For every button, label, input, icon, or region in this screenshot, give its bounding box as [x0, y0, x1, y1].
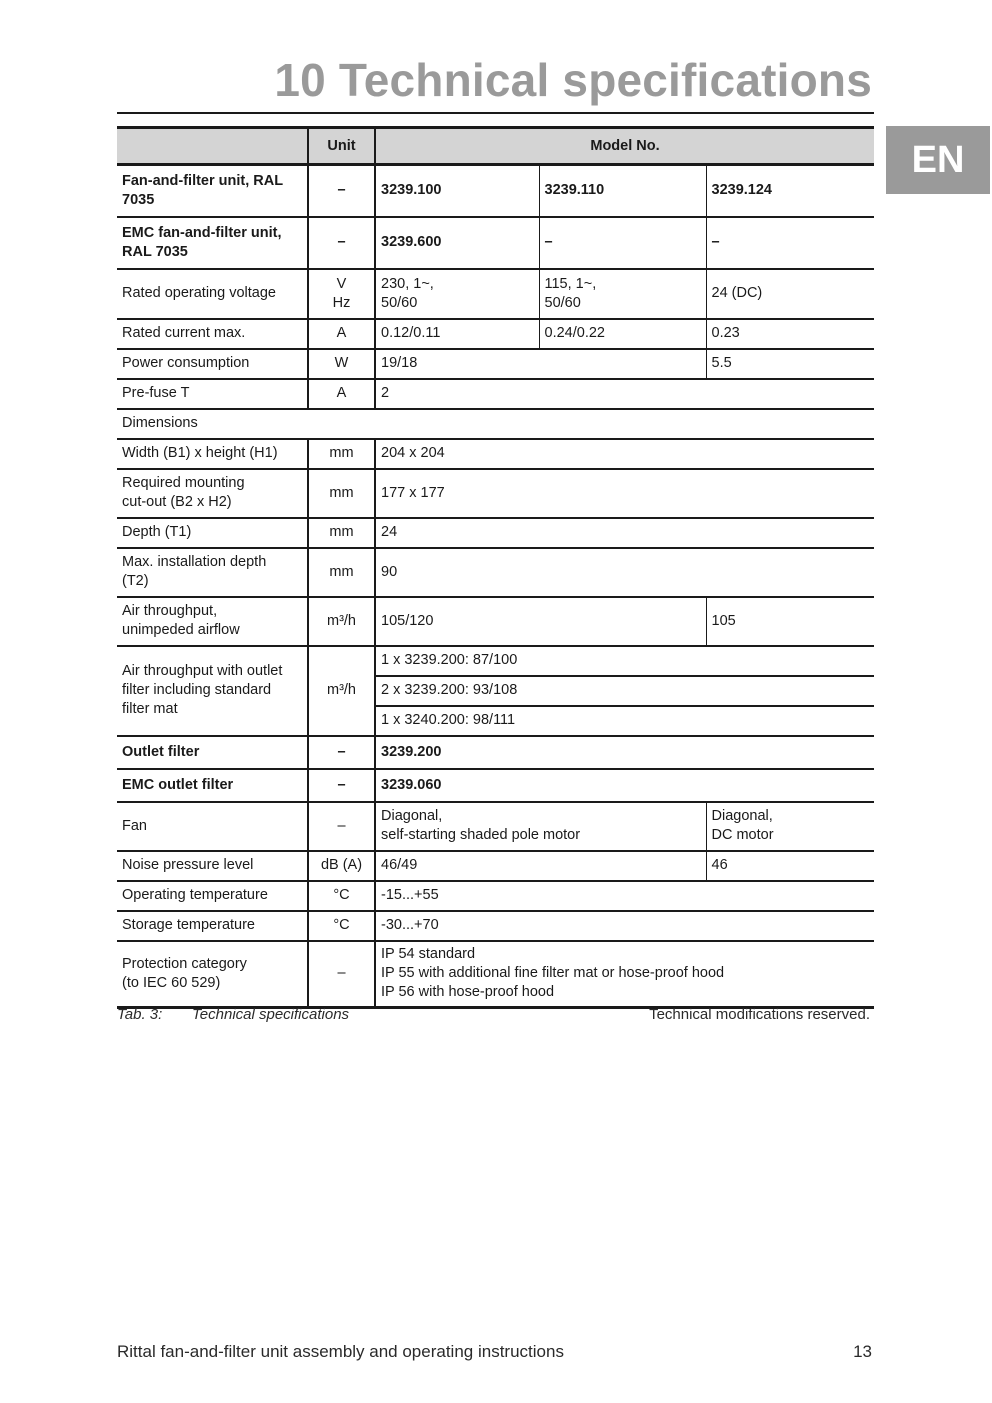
table-row-rated-voltage [117, 269, 874, 319]
row-unit: mm [308, 518, 375, 548]
row-label [117, 941, 308, 1008]
value-line-1: 115, 1~, [544, 275, 597, 292]
row-value: 2 [375, 379, 874, 409]
table-row-dimensions-heading [117, 409, 874, 439]
row-unit: – [308, 165, 375, 217]
row-unit [308, 269, 375, 319]
row-value-model-3: 105 [706, 597, 874, 646]
row-value-model-1-2: 19/18 [375, 349, 706, 379]
table-row-installation-depth [117, 548, 874, 597]
label-line-1: Air throughput, [122, 603, 218, 619]
row-label: Power consumption [117, 349, 308, 379]
row-value-model-3: 24 (DC) [706, 269, 874, 319]
value-line-2: 50/60 [381, 294, 418, 311]
row-label: Storage temperature [117, 911, 308, 941]
row-label: Fan [117, 802, 308, 851]
row-value-model-2 [539, 269, 706, 319]
row-value: 3239.060 [375, 769, 874, 802]
row-value [375, 941, 874, 1008]
unit-line-1: V [336, 275, 347, 292]
label-line-2: (T2) [122, 573, 149, 589]
language-tab: EN [886, 126, 990, 194]
row-unit: °C [308, 911, 375, 941]
header-empty-cell [117, 128, 308, 165]
value-line-1: 230, 1~, [381, 275, 434, 292]
row-value: 3239.200 [375, 736, 874, 769]
row-unit: A [308, 319, 375, 349]
label-line-2: unimpeded airflow [122, 622, 240, 638]
row-value-variant-2: 2 x 3239.200: 93/108 [375, 676, 874, 706]
label-line-1: Protection category [122, 955, 247, 972]
row-value: 90 [375, 548, 874, 597]
row-unit: W [308, 349, 375, 379]
table-row-mounting-cutout [117, 469, 874, 518]
table-row-outlet-filter [117, 736, 874, 769]
row-value-model-1: 3239.600 [375, 217, 539, 269]
row-label: Dimensions [117, 409, 874, 439]
label-line-2: (to IEC 60 529) [122, 974, 221, 991]
row-value-model-1-2 [375, 802, 706, 851]
row-value-model-1 [375, 269, 539, 319]
row-unit: °C [308, 881, 375, 911]
page-footer [117, 1342, 872, 1362]
table-row-rated-current [117, 319, 874, 349]
label-line-1: Air throughput with outlet [122, 663, 283, 679]
row-value: 177 x 177 [375, 469, 874, 518]
row-value: 204 x 204 [375, 439, 874, 469]
technical-specifications-table [117, 126, 874, 1009]
header-unit: Unit [308, 128, 375, 165]
table-row-storage-temperature [117, 911, 874, 941]
row-label: Outlet filter [117, 736, 308, 769]
caption-text: Technical specifications [192, 1006, 350, 1023]
row-value-model-1-2: 105/120 [375, 597, 706, 646]
row-label: Rated current max. [117, 319, 308, 349]
table-row-emc-fan-filter-unit [117, 217, 874, 269]
value-line-1: Diagonal, [381, 808, 443, 824]
value-line-2: IP 55 with additional fine filter mat or hose-proof hood [381, 965, 725, 982]
row-value-model-3: – [706, 217, 874, 269]
row-label: Fan-and-filter unit, RAL 7035 [117, 165, 308, 217]
row-label [117, 646, 308, 736]
page-number: 13 [853, 1342, 872, 1361]
label-line-3: filter mat [122, 701, 178, 717]
table-caption [117, 1006, 870, 1023]
row-label [117, 548, 308, 597]
row-unit: mm [308, 548, 375, 597]
row-unit: – [308, 736, 375, 769]
value-line-2: 50/60 [544, 294, 581, 311]
row-unit: mm [308, 439, 375, 469]
row-label: Rated operating voltage [117, 269, 308, 319]
table-row-air-throughput [117, 597, 874, 646]
row-value-model-3: 0.23 [706, 319, 874, 349]
row-value-model-1-2: 46/49 [375, 851, 706, 881]
row-value-model-3: 3239.124 [706, 165, 874, 217]
row-value-model-3: 5.5 [706, 349, 874, 379]
value-line-3: IP 56 with hose-proof hood [381, 984, 555, 1001]
footer-text: Rittal fan-and-filter unit assembly and operating instructions [117, 1342, 564, 1361]
row-unit: – [308, 217, 375, 269]
table-row-fan [117, 802, 874, 851]
table-header-row [117, 128, 874, 165]
row-unit: dB (A) [308, 851, 375, 881]
value-line-1: IP 54 standard [381, 946, 476, 963]
row-unit: m³/h [308, 646, 375, 736]
row-value-model-2: – [539, 217, 706, 269]
row-unit: – [308, 769, 375, 802]
row-label: Operating temperature [117, 881, 308, 911]
table-row-width-height [117, 439, 874, 469]
row-label: Noise pressure level [117, 851, 308, 881]
table-row-noise-level [117, 851, 874, 881]
row-unit: m³/h [308, 597, 375, 646]
label-line-2: filter including standard [122, 682, 272, 698]
value-line-2: self-starting shaded pole motor [381, 827, 581, 843]
row-value-model-3 [706, 802, 874, 851]
row-label: Width (B1) x height (H1) [117, 439, 308, 469]
row-unit: A [308, 379, 375, 409]
row-unit: – [308, 941, 375, 1008]
row-label [117, 469, 308, 518]
header-model-no: Model No. [375, 128, 874, 165]
table-row-fan-filter-unit [117, 165, 874, 217]
table-row-operating-temperature [117, 881, 874, 911]
row-value: -30...+70 [375, 911, 874, 941]
label-line-2: cut-out (B2 x H2) [122, 494, 232, 510]
table-row-depth [117, 518, 874, 548]
value-line-1: Diagonal, [711, 808, 773, 824]
row-value-model-1: 3239.100 [375, 165, 539, 217]
row-value-variant-3: 1 x 3240.200: 98/111 [375, 706, 874, 736]
row-unit: – [308, 802, 375, 851]
table-row-power-consumption [117, 349, 874, 379]
caption-note: Technical modifications reserved. [649, 1006, 870, 1023]
row-unit: mm [308, 469, 375, 518]
caption-label: Tab. 3: [117, 1006, 163, 1023]
row-label: EMC outlet filter [117, 769, 308, 802]
table-row-protection-category [117, 941, 874, 1008]
row-label [117, 597, 308, 646]
table-row-emc-outlet-filter [117, 769, 874, 802]
row-label: EMC fan-and-filter unit, RAL 7035 [117, 217, 308, 269]
value-line-2: DC motor [711, 827, 774, 843]
row-label: Depth (T1) [117, 518, 308, 548]
label-line-1: Max. installation depth [122, 554, 267, 570]
row-value-model-2: 0.24/0.22 [539, 319, 706, 349]
page-title: 10 Technical specifications [274, 54, 872, 106]
row-value-model-2: 3239.110 [539, 165, 706, 217]
table-row-air-throughput-filter [117, 646, 874, 676]
row-value: -15...+55 [375, 881, 874, 911]
table-row-pre-fuse [117, 379, 874, 409]
row-value: 24 [375, 518, 874, 548]
title-divider [117, 112, 874, 114]
row-value-model-3: 46 [706, 851, 874, 881]
row-label: Pre-fuse T [117, 379, 308, 409]
label-line-1: Required mounting [122, 475, 245, 491]
row-value-model-1: 0.12/0.11 [375, 319, 539, 349]
unit-line-2: Hz [332, 294, 351, 311]
row-value-variant-1: 1 x 3239.200: 87/100 [375, 646, 874, 676]
